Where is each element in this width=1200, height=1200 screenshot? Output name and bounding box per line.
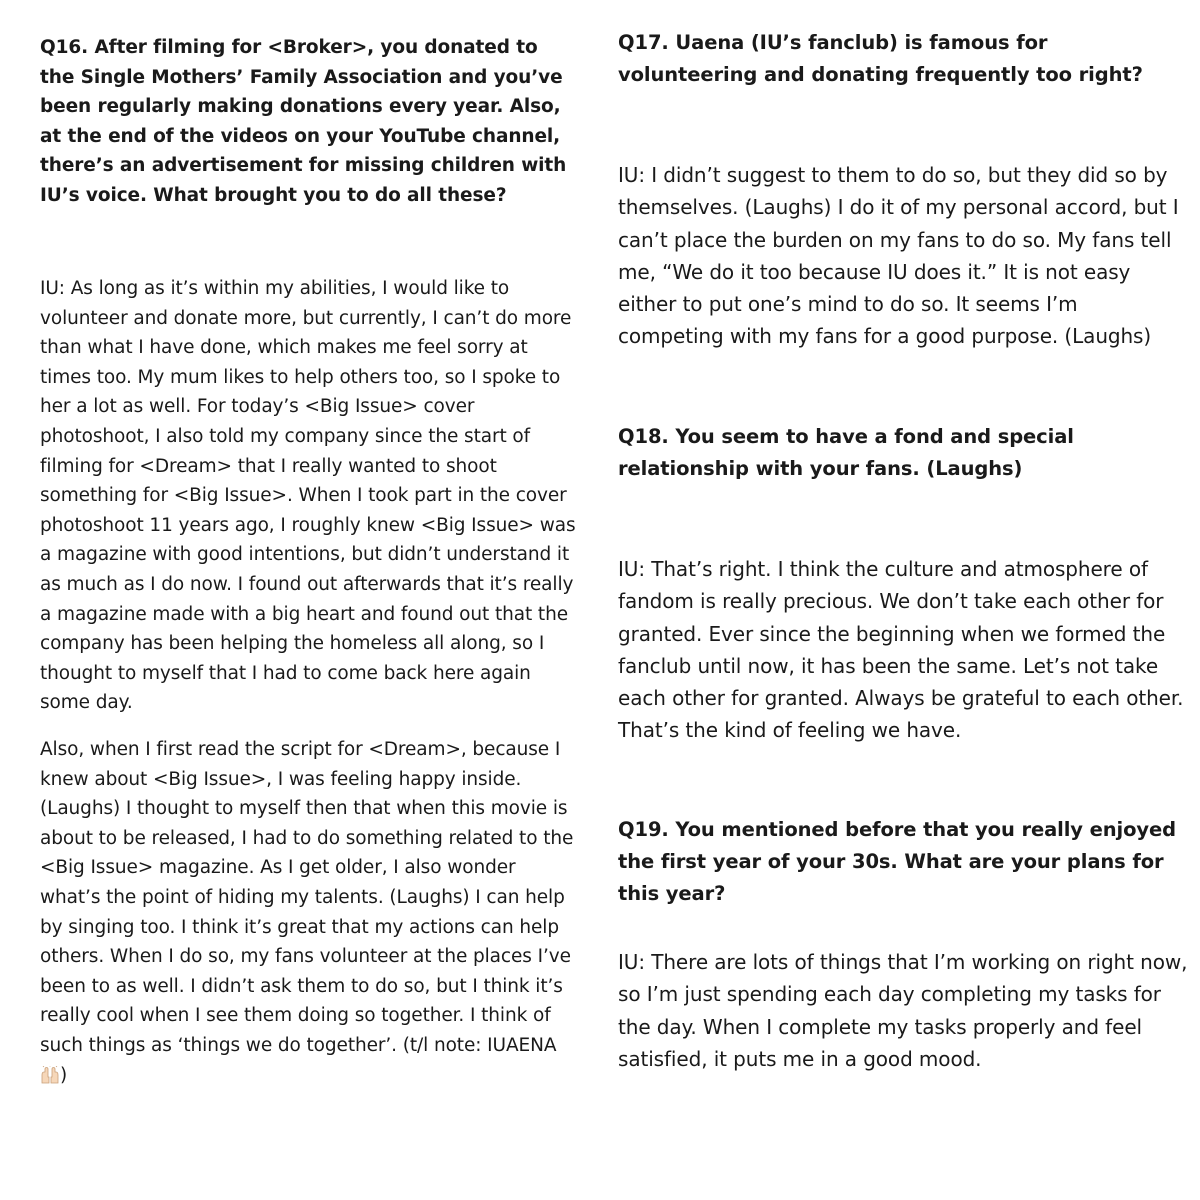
- raising-hands-icon: [40, 1064, 60, 1082]
- answer-16-paragraph-1: IU: As long as it’s within my abilities, I would like to volunteer and donate more, but currently, I can’t do more than what I have done, which makes me feel sorry at times too. My mum likes to help others too, so I spoke to her a lot as well. For today’s <Big Issue> cover photoshoot, I also told my company since the start of filming for <Dream> that I really wanted to shoot something for <Big Issue>. When I took part in the cover photoshoot 11 years ago, I roughly knew <Big Issue> was a magazine with good intentions, but didn’t understand it as much as I do now. I found out afterwards that it’s really a magazine made with a big heart and found out that the company has been helping the homeless all along, so I thought to myself that I had to come back here again some day.: [40, 278, 576, 714]
- question-16: Q16. After filming for <Broker>, you donated to the Single Mothers’ Family Association and you’ve been regularly making donations every year. Also, at the end of the videos on your YouTube channel, there’s an advertisement for missing children with IU’s voice. What brought you to do all these?: [40, 37, 567, 206]
- question-18: Q18. You seem to have a fond and special relationship with your fans. (Laughs): [618, 425, 1074, 480]
- left-column: [40, 0, 576, 1200]
- right-column: [618, 0, 1188, 1200]
- answer-16-paragraph-2-close: ): [60, 1064, 68, 1086]
- answer-17: IU: I didn’t suggest to them to do so, but they did so by themselves. (Laughs) I do it of my personal accord, but I can’t place the burden on my fans to do so. My fans tell me, “We do it too because IU does it.” It is not easy either to put one’s mind to do so. It seems I’m competing with my fans for a good purpose. (Laughs): [618, 163, 1179, 349]
- answer-16-paragraph-2: [40, 735, 576, 1090]
- question-17: Q17. Uaena (IU’s fanclub) is famous for volunteering and donating frequently too right?: [618, 31, 1143, 86]
- question-19: Q19. You mentioned before that you really enjoyed the first year of your 30s. What are your plans for this year?: [618, 818, 1176, 905]
- answer-18: IU: That’s right. I think the culture and atmosphere of fandom is really precious. We don’t take each other for granted. Ever since the beginning when we formed the fanclub until now, it has been the same. Let’s not take each other for granted. Always be grateful to each other. That’s the kind of feeling we have.: [618, 557, 1184, 743]
- answer-16-paragraph-2-text: Also, when I first read the script for <Dream>, because I knew about <Big Issue>, I was feeling happy inside. (Laughs) I thought to myself then that when this movie is about to be released, I had to do something related to the <Big Issue> magazine. As I get older, I also wonder what’s the point of hiding my talents. (Laughs) I can help by singing too. I think it’s great that my actions can help others. When I do so, my fans volunteer at the places I’ve been to as well. I didn’t ask them to do so, but I think it’s really cool when I see them doing so together. I think of such things as ‘things we do together’. (t/l note: IUAENA: [40, 739, 574, 1056]
- answer-19: IU: There are lots of things that I’m working on right now, so I’m just spending each day completing my tasks for the day. When I complete my tasks properly and feel satisfied, it puts me in a good mood.: [618, 950, 1188, 1071]
